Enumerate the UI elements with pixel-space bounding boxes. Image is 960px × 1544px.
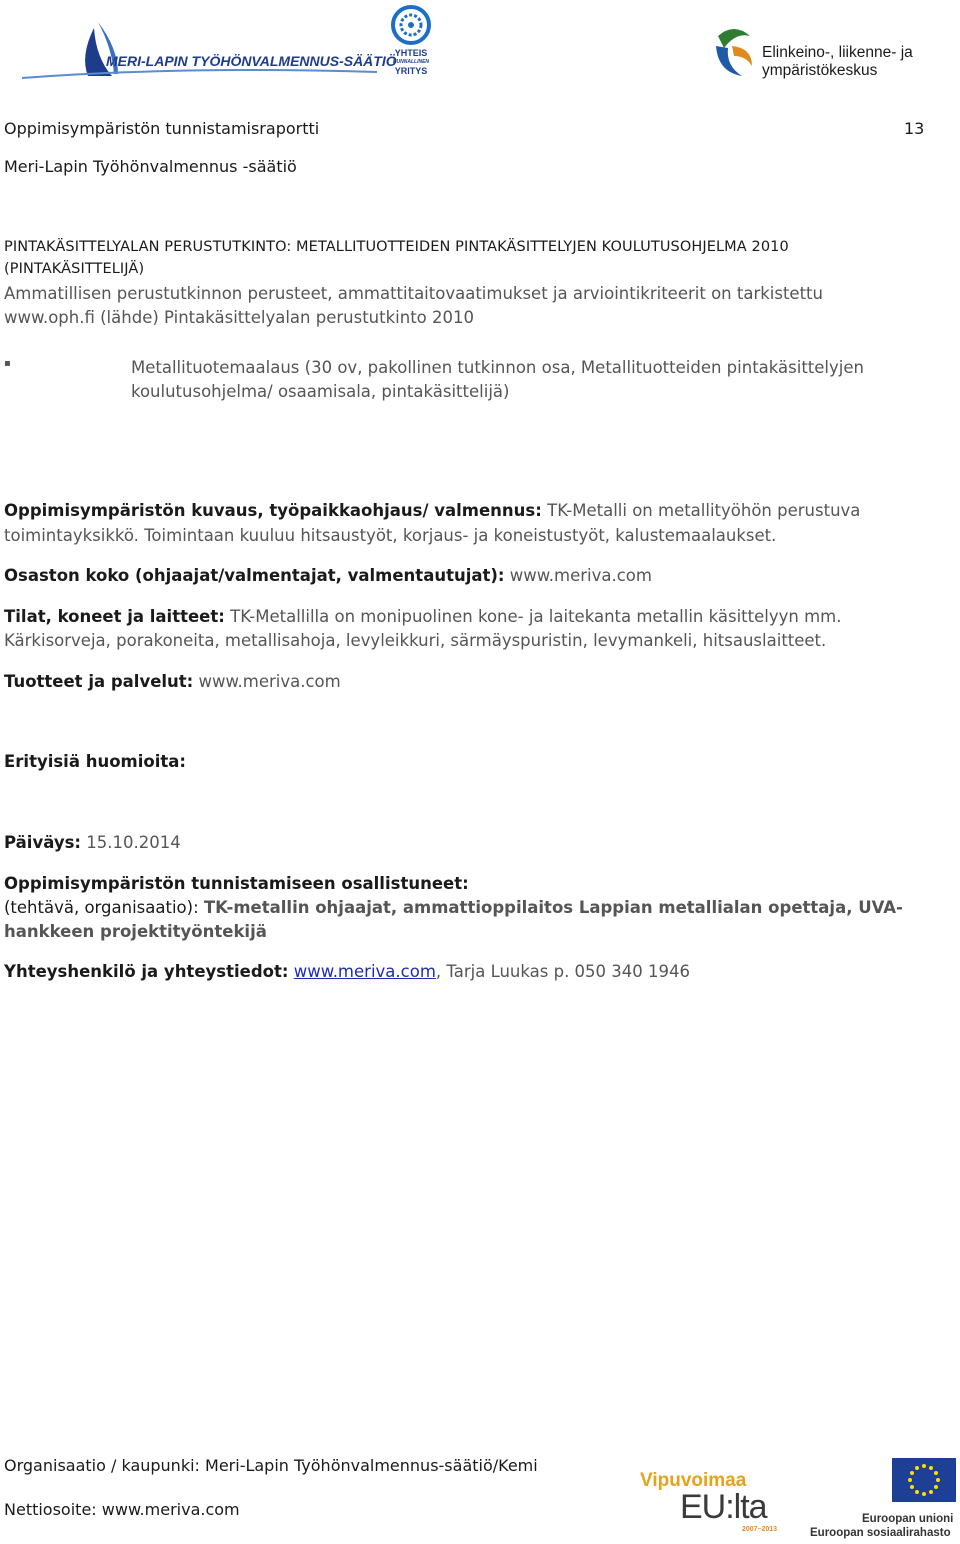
description-line-2: toimintayksikkö. Toimintaan kuuluu hitsaustyöt, korjaus- ja koneistustyöt, kalustemaalaukset. — [4, 526, 777, 545]
department-label: Osaston koko (ohjaajat/valmentajat, valmentautujat): — [4, 566, 505, 585]
eu-fund-text: Euroopan sosiaalirahasto — [810, 1527, 951, 1539]
participants-line-2: hankkeen projektityöntekijä — [4, 922, 267, 941]
footer-org-label: Organisaatio / kaupunki: — [4, 1456, 200, 1475]
products-label: Tuotteet ja palvelut: — [4, 672, 194, 691]
contact-website-link[interactable]: www.meriva.com — [293, 962, 436, 981]
footer-org-value: Meri-Lapin Työhönvalmennus-säätiö/Kemi — [205, 1456, 538, 1475]
meri-lapin-logo-text: MERI-LAPIN TYÖHÖNVALMENNUS-SÄÄTIÖ — [106, 53, 397, 69]
yv-line-2: KUNNALLINEN — [392, 59, 430, 65]
ely-line-1: Elinkeino-, liikenne- ja — [762, 44, 913, 61]
eu-union-text: Euroopan unioni — [862, 1513, 954, 1525]
date-line — [4, 831, 181, 855]
ely-emblem-icon — [712, 26, 756, 80]
footer-web-label: Nettiosoite: — [4, 1500, 97, 1519]
department-line — [4, 564, 652, 588]
page-number: 13 — [904, 119, 925, 138]
eu-stars-icon — [892, 1458, 956, 1502]
document-title: Oppimisympäristön tunnistamisraportti — [4, 119, 320, 138]
participants-line-1 — [4, 896, 903, 920]
contact-line — [4, 960, 690, 984]
date-value: 15.10.2014 — [86, 833, 181, 852]
description-label: Oppimisympäristön kuvaus, työpaikkaohjaus/ valmennus: — [4, 501, 542, 520]
header-organization: Meri-Lapin Työhönvalmennus -säätiö — [4, 157, 297, 176]
footer-organization — [4, 1456, 538, 1475]
sail-icon — [22, 8, 382, 80]
program-title-line-1: PINTAKÄSITTELYALAN PERUSTUTKINTO: METALLITUOTTEIDEN PINTAKÄSITTELYJEN KOULUTUSOHJELMA 2010 — [4, 239, 789, 255]
vipuvoimaa-logo — [640, 1470, 800, 1540]
eu-flag — [892, 1458, 956, 1502]
bullet-line-2: koulutusohjelma/ osaamisala, pintakäsittelijä) — [131, 382, 510, 401]
vipuvoimaa-text: Vipuvoimaa — [640, 1470, 747, 1491]
department-value: www.meriva.com — [509, 566, 652, 585]
ely-line-2: ympäristökeskus — [762, 62, 878, 79]
bullet-marker: ▪ — [4, 358, 11, 369]
participants-value-1: TK-metallin ohjaajat, ammattioppilaitos Lappian metallialan opettaja, UVA- — [203, 898, 903, 917]
yv-line-1: YHTEIS — [394, 48, 428, 58]
flower-icon — [388, 4, 438, 46]
date-label: Päiväys: — [4, 833, 81, 852]
program-basis-line-1: Ammatillisen perustutkinnon perusteet, ammattitaitovaatimukset ja arviointikriteerit on tarkistettu — [4, 284, 823, 303]
eu-logo — [808, 1458, 960, 1542]
ely-logo — [712, 26, 952, 80]
yhteiskunnallinen-yritys-logo — [386, 4, 436, 80]
facilities-line-1 — [4, 605, 841, 629]
eulta-text: EU:lta — [680, 1488, 767, 1526]
special-notes-label: Erityisiä huomioita: — [4, 752, 187, 771]
contact-person: , Tarja Luukas p. 050 340 1946 — [435, 962, 691, 981]
facilities-line-2: Kärkisorveja, porakoneita, metallisahoja, levyleikkuri, särmäyspuristin, levymankeli, hitsauslaitteet. — [4, 631, 827, 650]
footer-web-value: www.meriva.com — [101, 1500, 240, 1519]
program-basis-line-2: www.oph.fi (lähde) Pintakäsittelyalan perustutkinto 2010 — [4, 308, 474, 327]
participants-label: Oppimisympäristön tunnistamiseen osallistuneet: — [4, 874, 469, 893]
participants-prefix: (tehtävä, organisaatio): — [4, 898, 199, 917]
facilities-value-1: TK-Metallilla on monipuolinen kone- ja laitekanta metallin käsittelyyn mm. — [230, 607, 842, 626]
products-line — [4, 670, 341, 694]
yv-line-3: YRITYS — [394, 66, 428, 76]
program-title-line-2: (PINTAKÄSITTELIJÄ) — [4, 261, 145, 277]
contact-label: Yhteyshenkilö ja yhteystiedot: — [4, 962, 289, 981]
description-line-1 — [4, 499, 860, 523]
bullet-line-1: Metallituotemaalaus (30 ov, pakollinen tutkinnon osa, Metallituotteiden pintakäsittelyjen — [131, 358, 864, 377]
products-value: www.meriva.com — [198, 672, 341, 691]
meri-lapin-logo — [22, 8, 397, 80]
facilities-label: Tilat, koneet ja laitteet: — [4, 607, 225, 626]
footer-website — [4, 1500, 240, 1519]
description-value-1: TK-Metalli on metallityöhön perustuva — [547, 501, 861, 520]
eu-years-text: 2007–2013 — [742, 1526, 778, 1533]
